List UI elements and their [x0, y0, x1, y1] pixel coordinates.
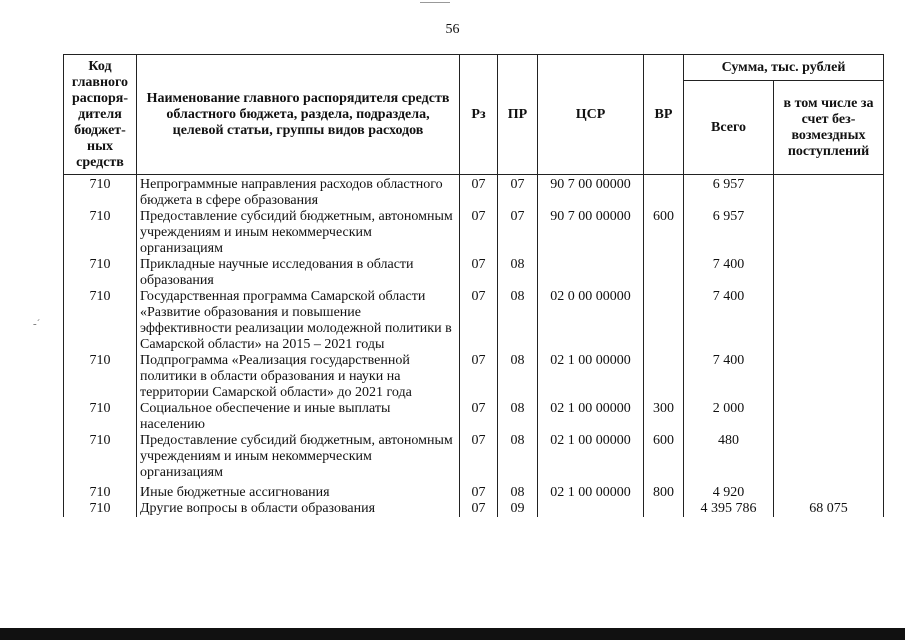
- cell-incl: [774, 289, 884, 353]
- cell-csr: 02 1 00 00000: [538, 485, 644, 501]
- cell-vr: 800: [644, 485, 684, 501]
- scan-mark: [420, 2, 450, 3]
- cell-incl: 68 075: [774, 501, 884, 517]
- cell-pr: 08: [498, 353, 538, 401]
- cell-incl: [774, 485, 884, 501]
- cell-rz: 07: [460, 501, 498, 517]
- cell-name: Государственная программа Самарской области «Развитие образования и повышение эффективности реализации молодежной политики в Самарской области» на 2015 – 2021 годы: [137, 289, 460, 353]
- table-row: [64, 485, 884, 501]
- cell-name: Предоставление субсидий бюджетным, автономным учреждениям и иным некоммерческим организациям: [137, 209, 460, 257]
- cell-code: 710: [64, 501, 137, 517]
- cell-vr: 300: [644, 401, 684, 433]
- cell-pr: 08: [498, 289, 538, 353]
- cell-total: 7 400: [684, 289, 774, 353]
- header-code: Код главного распоря-дителя бюджет-ных средств: [64, 55, 137, 175]
- header-csr: ЦСР: [538, 55, 644, 175]
- cell-total: 4 395 786: [684, 501, 774, 517]
- cell-name: Социальное обеспечение и иные выплаты населению: [137, 401, 460, 433]
- cell-code: 710: [64, 401, 137, 433]
- cell-incl: [774, 209, 884, 257]
- cell-vr: 600: [644, 209, 684, 257]
- cell-csr: 90 7 00 00000: [538, 175, 644, 210]
- cell-pr: 08: [498, 401, 538, 433]
- cell-pr: 07: [498, 209, 538, 257]
- cell-name: Подпрограмма «Реализация государственной политики в области образования и науки на территории Самарской области» до 2021 года: [137, 353, 460, 401]
- cell-vr: [644, 175, 684, 210]
- cell-vr: 600: [644, 433, 684, 481]
- table-row: [64, 353, 884, 401]
- cell-csr: 02 1 00 00000: [538, 353, 644, 401]
- header-vr: ВР: [644, 55, 684, 175]
- header-pr: ПР: [498, 55, 538, 175]
- cell-code: 710: [64, 209, 137, 257]
- cell-rz: 07: [460, 401, 498, 433]
- table-row: [64, 209, 884, 257]
- cell-rz: 07: [460, 175, 498, 210]
- cell-pr: 08: [498, 485, 538, 501]
- table-row: [64, 257, 884, 289]
- cell-name: Другие вопросы в области образования: [137, 501, 460, 517]
- table-row: [64, 401, 884, 433]
- cell-csr: [538, 501, 644, 517]
- cell-total: 6 957: [684, 209, 774, 257]
- cell-vr: [644, 289, 684, 353]
- page-number: 56: [445, 22, 460, 37]
- cell-name: Прикладные научные исследования в области образования: [137, 257, 460, 289]
- cell-csr: 90 7 00 00000: [538, 209, 644, 257]
- cell-name: Непрограммные направления расходов областного бюджета в сфере образования: [137, 175, 460, 210]
- cell-incl: [774, 257, 884, 289]
- table-row: [64, 289, 884, 353]
- cell-csr: 02 1 00 00000: [538, 401, 644, 433]
- header-rz: Рз: [460, 55, 498, 175]
- cell-total: 480: [684, 433, 774, 481]
- cell-total: 4 920: [684, 485, 774, 501]
- cell-name: Предоставление субсидий бюджетным, автономным учреждениям и иным некоммерческим организациям: [137, 433, 460, 481]
- table-row: [64, 501, 884, 517]
- cell-code: 710: [64, 353, 137, 401]
- cell-csr: 02 0 00 00000: [538, 289, 644, 353]
- cell-rz: 07: [460, 433, 498, 481]
- table-row: [64, 433, 884, 481]
- cell-rz: 07: [460, 257, 498, 289]
- cell-incl: [774, 175, 884, 210]
- header-name: Наименование главного распорядителя средств областного бюджета, раздела, подраздела, целевой статьи, группы видов расходов: [137, 55, 460, 175]
- cell-vr: [644, 257, 684, 289]
- cell-total: 7 400: [684, 353, 774, 401]
- cell-incl: [774, 433, 884, 481]
- cell-pr: 07: [498, 175, 538, 210]
- scan-artifact: -´: [33, 318, 41, 330]
- cell-name: Иные бюджетные ассигнования: [137, 485, 460, 501]
- cell-pr: 08: [498, 257, 538, 289]
- header-incl: в том числе за счет без-возмездных поступлений: [774, 81, 884, 175]
- cell-code: 710: [64, 257, 137, 289]
- cell-total: 6 957: [684, 175, 774, 210]
- cell-vr: [644, 501, 684, 517]
- cell-csr: 02 1 00 00000: [538, 433, 644, 481]
- cell-incl: [774, 353, 884, 401]
- cell-rz: 07: [460, 209, 498, 257]
- budget-table: [63, 54, 884, 517]
- header-sum-group: Сумма, тыс. рублей: [684, 55, 884, 81]
- cell-total: 2 000: [684, 401, 774, 433]
- cell-vr: [644, 353, 684, 401]
- cell-code: 710: [64, 485, 137, 501]
- cell-rz: 07: [460, 289, 498, 353]
- cell-pr: 08: [498, 433, 538, 481]
- cell-pr: 09: [498, 501, 538, 517]
- cell-code: 710: [64, 289, 137, 353]
- cell-rz: 07: [460, 353, 498, 401]
- cell-csr: [538, 257, 644, 289]
- cell-rz: 07: [460, 485, 498, 501]
- cell-code: 710: [64, 433, 137, 481]
- header-total: Всего: [684, 81, 774, 175]
- cell-code: 710: [64, 175, 137, 210]
- table-row: [64, 175, 884, 210]
- table-body: [64, 175, 884, 518]
- scan-bottom-border: [0, 628, 905, 640]
- cell-incl: [774, 401, 884, 433]
- cell-total: 7 400: [684, 257, 774, 289]
